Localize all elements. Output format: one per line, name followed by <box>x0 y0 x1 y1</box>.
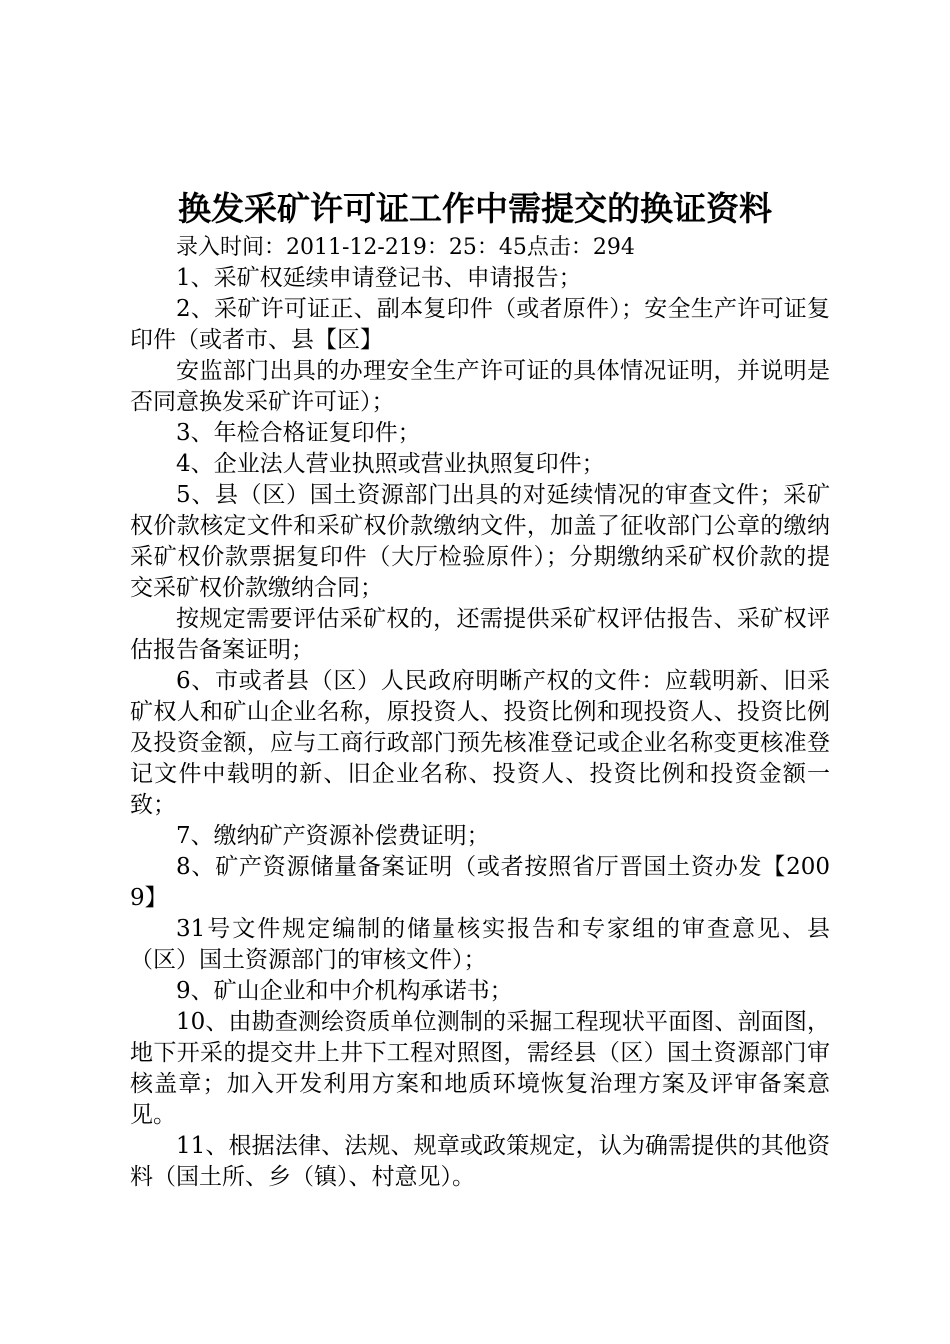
paragraph: 31号文件规定编制的储量核实报告和专家组的审查意见、县（区）国土资源部门的审核文件）； <box>130 916 830 973</box>
paragraph: 3、年检合格证复印件； <box>176 420 421 446</box>
paragraph: 按规定需要评估采矿权的，还需提供采矿权评估报告、采矿权评估报告备案证明； <box>130 606 830 663</box>
paragraph: 11、根据法律、法规、规章或政策规定，认为确需提供的其他资料（国土所、乡（镇）、村意见）。 <box>130 1133 830 1190</box>
document-page <box>130 186 830 1193</box>
paragraph: 1、采矿权延续申请登记书、申请报告； <box>176 265 582 291</box>
paragraph: 8、矿产资源储量备案证明（或者按照省厅晋国土资办发【2009】 <box>130 854 830 911</box>
document-body <box>130 263 830 1193</box>
paragraph: 2、采矿许可证正、副本复印件（或者原件）；安全生产许可证复印件（或者市、县【区】 <box>130 296 830 353</box>
entry-meta: 录入时间：2011-12-219：25：45点击：294 <box>176 235 635 260</box>
document-title: 换发采矿许可证工作中需提交的换证资料 <box>178 189 772 228</box>
paragraph: 10、由勘查测绘资质单位测制的采掘工程现状平面图、剖面图，地下开采的提交井上井下工程对照图，需经县（区）国土资源部门审核盖章；加入开发利用方案和地质环境恢复治理方案及评审备案意见。 <box>130 1009 830 1128</box>
paragraph: 4、企业法人营业执照或营业执照复印件； <box>176 451 605 477</box>
paragraph: 9、矿山企业和中介机构承诺书； <box>176 978 513 1004</box>
paragraph: 5、县（区）国土资源部门出具的对延续情况的审查文件；采矿权价款核定文件和采矿权价款缴纳文件，加盖了征收部门公章的缴纳采矿权价款票据复印件（大厅检验原件）；分期缴纳采矿权价款的提交采矿权价款缴纳合同； <box>130 482 830 601</box>
paragraph: 7、缴纳矿产资源补偿费证明； <box>176 823 490 849</box>
paragraph: 6、市或者县（区）人民政府明晰产权的文件：应载明新、旧采矿权人和矿山企业名称，原投资人、投资比例和现投资人、投资比例及投资金额，应与工商行政部门预先核准登记或企业名称变更核准登记文件中载明的新、旧企业名称、投资人、投资比例和投资金额一致； <box>130 668 830 818</box>
paragraph: 安监部门出具的办理安全生产许可证的具体情况证明，并说明是否同意换发采矿许可证）； <box>130 358 830 415</box>
